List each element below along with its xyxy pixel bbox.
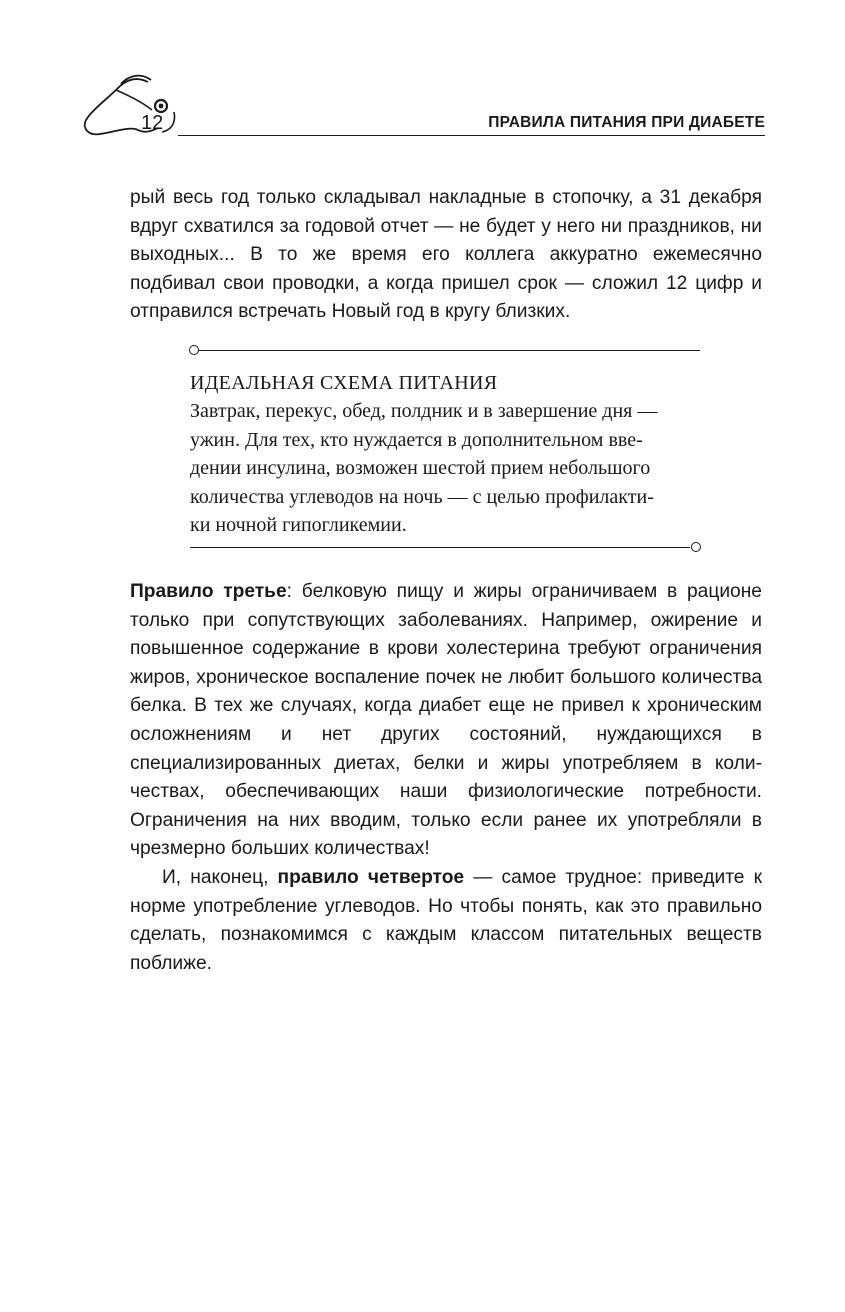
stethoscope-icon: [78, 70, 188, 140]
note-top-rule: [198, 350, 700, 351]
rule-four-lead: И, наконец,: [162, 866, 278, 888]
rule-four-text: — самое трудное: приведите к норме употребление углеводов. Но чтобы понять, как это правильно сделать, познакомимся с каждым классом питательных веществ поближе.: [130, 866, 763, 974]
paragraph-text: рый весь год только складывал накладные в стопочку, а 31 декабря вдруг схватился за годовой отчет — не будет у него ни праздников, ни выходных... В то же время его коллега аккуратно ежемесячно подбивал свои проводки, а когда пришел срок — сложил 12 цифр и отправился встречать Новый год в кругу близких.: [130, 187, 762, 323]
rule-endpoint-circle-icon: [691, 542, 701, 552]
rules-section: [130, 578, 762, 978]
note-line: количества углеводов на ночь — с целью профилакти-: [190, 485, 654, 508]
note-line: дении инсулина, возможен шестой прием небольшого: [190, 457, 651, 480]
note-line: ки ночной гипогликемии.: [190, 514, 407, 537]
paragraph-rule-three: [130, 578, 762, 864]
rule-three-text: : белковую пищу и жиры ограничиваем в рационе только при сопутствующих заболеваниях. Например, ожирение и повышенное содержание в крови холестерина требуют ограничения жиров, хроническое воспаление почек не любит большого количества белка. В тех же случаях, когда диабет еще не привел к хроническим осложнениям и нет других состояний, нуждающихся в специализированных диетах, белки и жиры употребляем в количествах, обеспечивающих наши физиологические потребности. Ограничения на них вводим, только если ранее их употребляли в чрезмерно больших количествах!: [130, 581, 762, 860]
note-line: Завтрак, перекус, обед, полдник и в завершение дня —: [190, 400, 658, 422]
sidebar-note: [190, 343, 700, 558]
note-body: [190, 397, 700, 540]
running-title: ПРАВИЛА ПИТАНИЯ ПРИ ДИАБЕТЕ: [488, 114, 765, 131]
paragraph-rule-four: [130, 864, 762, 978]
note-bottom-rule: [190, 547, 690, 548]
rule-three-heading: Правило третье: [130, 581, 287, 602]
page-number: 12: [141, 112, 164, 134]
note-line: ужин. Для тех, кто нуждается в дополнительном вве-: [190, 428, 643, 451]
rule-four-heading: правило четвертое: [277, 866, 465, 888]
note-title: ИДЕАЛЬНАЯ СХЕМА ПИТАНИЯ: [190, 372, 498, 394]
page-header: [0, 0, 845, 150]
paragraph-continuation: [130, 184, 762, 327]
rule-endpoint-circle-icon: [189, 345, 199, 355]
header-rule: [178, 135, 765, 136]
